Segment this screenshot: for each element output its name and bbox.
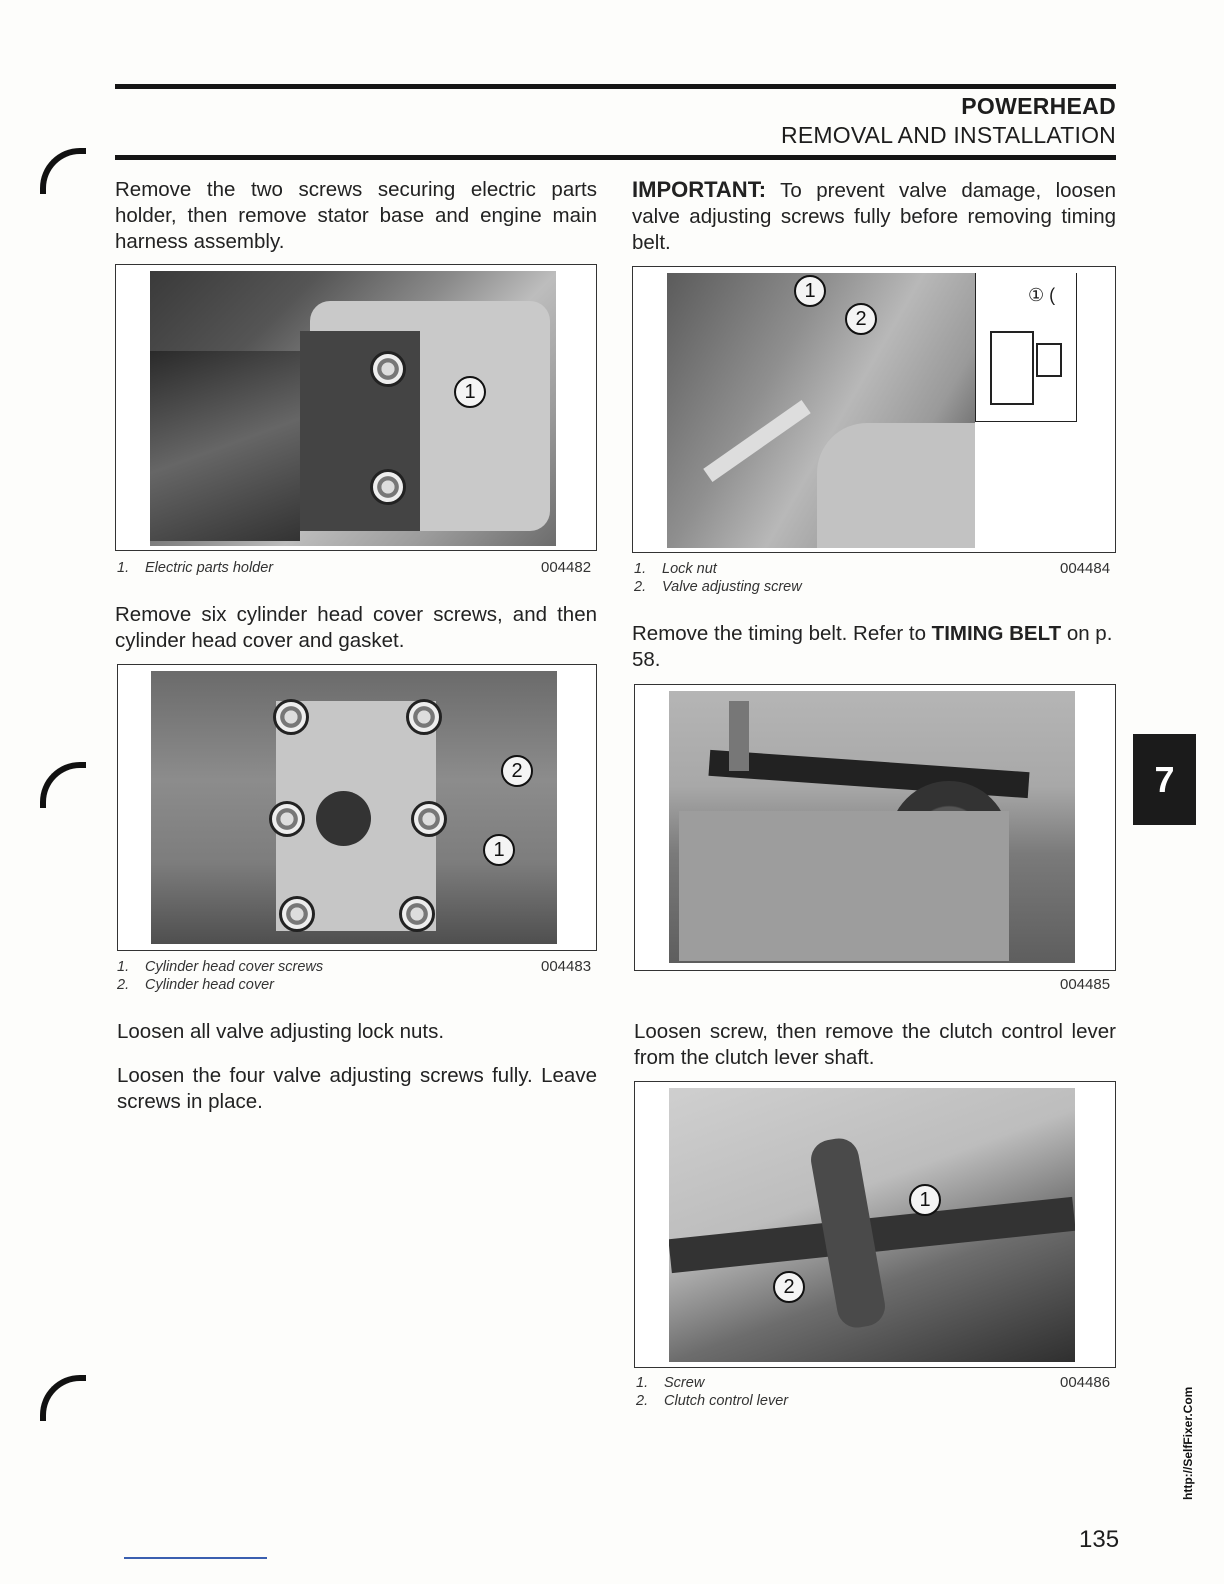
photo-cylinder-head-cover <box>151 671 557 944</box>
caption-number: 2. <box>117 977 130 993</box>
fig1-caption-1 <box>117 559 273 577</box>
inset-valve-drawing <box>990 331 1034 405</box>
callout-2-fig2: 2 <box>501 755 533 787</box>
timing-text-a: Remove the timing belt. Refer to <box>632 622 926 645</box>
cylinder-block-shape <box>679 811 1009 961</box>
drain-plug-shape <box>316 791 371 846</box>
fig2-code: 004483 <box>541 958 592 975</box>
chapter-tab: 7 <box>1133 734 1196 825</box>
photo-electric-parts-holder <box>150 271 556 546</box>
cover-screw-marker <box>399 896 435 932</box>
inset-label: ① ( <box>1028 285 1056 305</box>
caption-number: 1. <box>117 560 130 576</box>
cover-screw-marker <box>279 896 315 932</box>
fig5-caption-1 <box>636 1374 704 1392</box>
binder-hole-mark-bottom <box>40 1375 86 1421</box>
fig5-caption-2 <box>636 1392 788 1410</box>
callout-1-fig1: 1 <box>454 376 486 408</box>
caption-text: Valve adjusting screw <box>662 579 802 595</box>
screw-marker-lower <box>370 469 406 505</box>
side-watermark: http://SelfFixer.Com <box>1181 1386 1195 1500</box>
photo-valve-adjustment <box>667 273 975 548</box>
callout-2-fig3: 2 <box>845 303 877 335</box>
callout-1-fig5: 1 <box>909 1184 941 1216</box>
important-note <box>632 177 1116 256</box>
timing-belt-reference[interactable]: TIMING BELT <box>931 622 1062 645</box>
binder-hole-mark-top <box>40 148 86 194</box>
cover-screw-marker <box>411 801 447 837</box>
header-top-rule <box>115 84 1116 89</box>
fig2-caption-1 <box>117 958 323 976</box>
cover-screw-marker <box>269 801 305 837</box>
caption-text: Cylinder head cover screws <box>145 959 324 975</box>
fig3-code: 004484 <box>1060 560 1111 577</box>
cover-screw-marker <box>273 699 309 735</box>
figure-timing-belt <box>634 684 1116 971</box>
important-label: IMPORTANT: <box>632 177 767 202</box>
left-paragraph-3: Loosen all valve adjusting lock nuts. <box>117 1020 445 1043</box>
figure-lock-nut-valve-screw <box>632 266 1116 553</box>
hand-shape <box>817 423 975 548</box>
caption-text: Cylinder head cover <box>145 977 274 993</box>
figure-electric-parts-holder <box>115 264 597 551</box>
callout-1-fig3: 1 <box>794 275 826 307</box>
figure-clutch-control-lever <box>634 1081 1116 1368</box>
inset-nut-drawing <box>1036 343 1062 377</box>
caption-text: Electric parts holder <box>145 560 274 576</box>
caption-text: Clutch control lever <box>664 1393 789 1409</box>
timing-text-b: on p. 58. <box>632 622 1113 671</box>
caption-number: 1. <box>636 1375 649 1391</box>
binder-hole-mark-middle <box>40 762 86 808</box>
callout-1-fig2: 1 <box>483 834 515 866</box>
left-paragraph-4: Loosen the four valve adjusting screws fully. Leave screws in place. <box>117 1064 597 1113</box>
bottom-decorative-line <box>124 1557 267 1559</box>
wire-harness-shape <box>150 351 300 541</box>
caption-text: Screw <box>664 1375 705 1391</box>
cover-screw-marker <box>406 699 442 735</box>
photo-clutch-lever <box>669 1088 1075 1362</box>
header-bottom-rule <box>115 155 1116 160</box>
figure-cylinder-head-cover <box>117 664 597 951</box>
important-text: To prevent valve damage, loosen valve adjusting screws fully before removing timing belt. <box>632 179 1117 254</box>
caption-number: 2. <box>636 1393 649 1409</box>
section-subtitle: REMOVAL AND INSTALLATION <box>781 122 1116 148</box>
screw-marker-upper <box>370 351 406 387</box>
left-paragraph-2: Remove six cylinder head cover screws, and then cylinder head cover and gasket. <box>115 603 597 652</box>
callout-2-fig5: 2 <box>773 1271 805 1303</box>
caption-number: 1. <box>117 959 130 975</box>
left-paragraph-1: Remove the two screws securing electric parts holder, then remove stator base and engine main harness assembly. <box>115 178 597 253</box>
clutch-paragraph: Loosen screw, then remove the clutch control lever from the clutch lever shaft. <box>634 1020 1116 1069</box>
inset-diagram-valve <box>975 273 1077 422</box>
timing-belt-paragraph <box>632 621 1116 673</box>
caption-number: 2. <box>634 579 647 595</box>
wrench-shape <box>703 400 810 482</box>
photo-timing-belt <box>669 691 1075 963</box>
fig2-caption-2 <box>117 976 274 994</box>
flywheel-shaft-shape <box>729 701 749 771</box>
fig3-caption-1 <box>634 560 717 578</box>
fig1-code: 004482 <box>541 559 592 576</box>
fig4-code: 004485 <box>1060 976 1111 993</box>
page-number: 135 <box>1079 1526 1120 1553</box>
fig3-caption-2 <box>634 578 802 596</box>
caption-text: Lock nut <box>662 561 717 577</box>
caption-number: 1. <box>634 561 647 577</box>
fig5-code: 004486 <box>1060 1374 1111 1391</box>
section-title: POWERHEAD <box>961 93 1116 119</box>
